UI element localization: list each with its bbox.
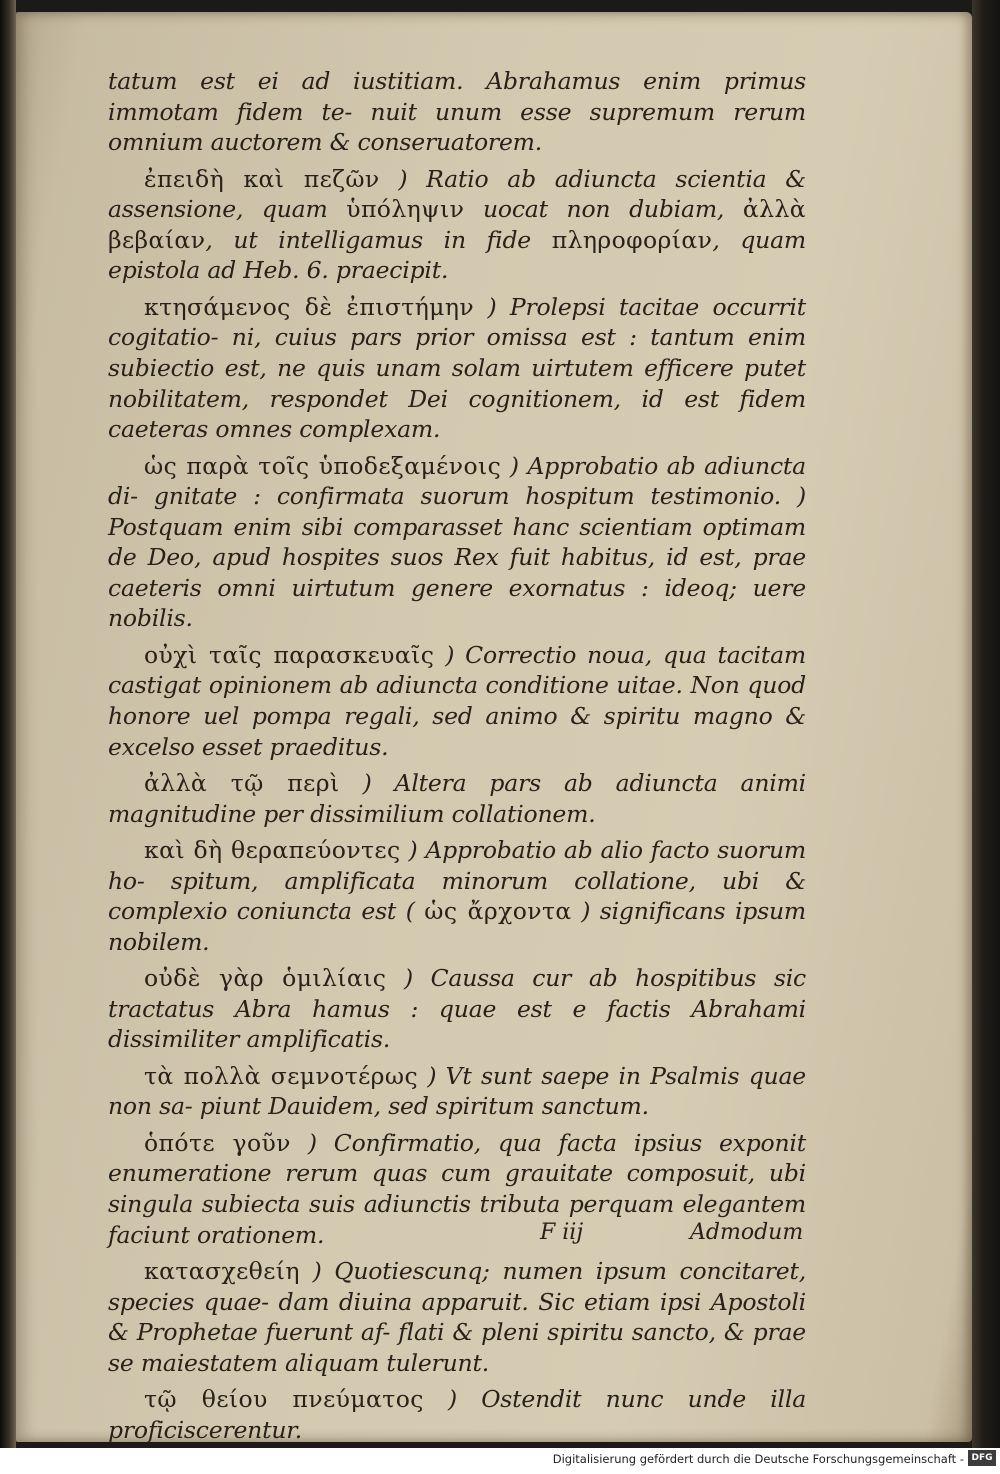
greek-lemma: ὑπόληψιν [346,195,465,224]
latin-text: ) Approbatio ab adiuncta di- gnitate : confirmata suorum hospitum testimonio. ) Postquam enim sibi comparasset hanc scientiam optimam de Deo, apud hospites suos Rex fuit habitus, id est, prae caeteris omni uirtutum genere exornatus : ideoq; uere nobilis. [108,451,806,633]
greek-lemma: ἀλλὰ τῷ περὶ [144,769,340,798]
greek-lemma: καὶ δὴ θεραπεύοντες [144,836,401,865]
greek-lemma: ὡς παρὰ τοῖς ὑποδεξαμένοις [144,451,502,480]
paragraph [108,451,806,635]
paragraph [108,1061,806,1122]
greek-lemma: ὡς ἄρχοντα [424,897,572,926]
greek-lemma: τῷ θείου πνεύματος [144,1385,424,1414]
latin-text: ) Ostendit nunc unde illa proficiscerentur. [108,1385,806,1444]
paragraph [108,1256,806,1378]
paragraph [108,640,806,762]
signature-mark: F iij [540,1220,584,1245]
latin-text: ) Vt sunt saepe in Psalmis quae non sa- piunt Dauidem, sed spiritum sanctum. [108,1061,806,1121]
paragraph [108,963,806,1055]
book-edge [972,0,1000,1448]
latin-text: ) Confirmatio, qua facta ipsius exponit enumeratione rerum quas cum grauitate composuit, ubi singula subiecta suis adiunctis tributa perquam elegantem faciunt orationem. [108,1128,806,1249]
book-gutter [0,0,16,1448]
greek-lemma: οὐχὶ ταῖς παρασκευαῖς [144,640,435,669]
paragraph [108,768,806,829]
greek-lemma: οὐδὲ γὰρ ὁμιλίαις [144,964,387,993]
latin-text: uocat non dubiam, [464,195,743,224]
dfg-logo: DFG [968,1450,996,1466]
greek-lemma: κατασχεθείη [144,1256,300,1285]
latin-text: ) Prolepsi tacitae occurrit cogitatio- ni, cuius pars prior omissa est : tantum enim subiectio est, ne quis unam solam uirtutem efficere putet nobilitatem, respondet Dei cognitionem, id est fidem caeteras omnes complexam. [108,292,806,444]
paragraph [108,1384,806,1445]
latin-text: ) significans ipsum nobilem. [108,897,806,956]
greek-lemma: κτησάμενος δὲ ἐπιστήμην [144,292,475,321]
latin-text: tatum est ei ad iustitiam. Abrahamus enim primus immotam fidem te- nuit unum esse supremum rerum omnium auctorem & conseruatorem. [108,67,806,157]
latin-text: , ut intelligamus in fide [205,225,552,254]
latin-text: ) Caussa cur ab hospitibus sic tractatus Abra hamus : quae est e factis Abrahami dissimiliter amplificatis. [108,964,806,1054]
greek-lemma: ἀλλὰ βεβαίαν [108,195,807,254]
greek-lemma: πληροφορίαν [551,225,713,254]
latin-text: ) Quotiescunq; numen ipsum concitaret, species quae- dam diuina apparuit. Sic etiam ipsi Apostoli & Prophetae fuerunt af- flati & pleni spiritu sancto, & prae se maiestatem aliquam tulerunt. [108,1256,806,1377]
latin-text: ) Approbatio ab alio facto suorum ho- spitum, amplificata minorum collatione, ubi & complexio coniuncta est ( [108,836,806,926]
paragraph [108,164,806,286]
latin-text: ) Correctio noua, qua tacitam castigat opinionem ab adiuncta conditione uitae. Non quod honore uel pompa regali, sed animo & spiritu magno & excelso esset praeditus. [108,640,806,761]
paragraph [108,66,806,158]
paragraph [108,292,806,445]
greek-lemma: ἐπειδὴ καὶ πεζῶν [144,164,380,193]
catchword: Admodum [690,1220,804,1245]
footer-credit: Digitalisierung gefördert durch die Deutsche Forschungsgemeinschaft - [552,1452,964,1466]
greek-lemma: ὁπότε γοῦν [144,1128,291,1157]
latin-text: ) Altera pars ab adiuncta animi magnitudine per dissimilium collationem. [108,769,806,828]
latin-text: ) Ratio ab adiuncta scientia & assensione, quam [108,164,806,224]
paragraph [108,835,806,957]
latin-text: , quam epistola ad Heb. 6. praecipit. [108,225,806,285]
greek-lemma: τὰ πολλὰ σεμνοτέρως [144,1061,419,1090]
